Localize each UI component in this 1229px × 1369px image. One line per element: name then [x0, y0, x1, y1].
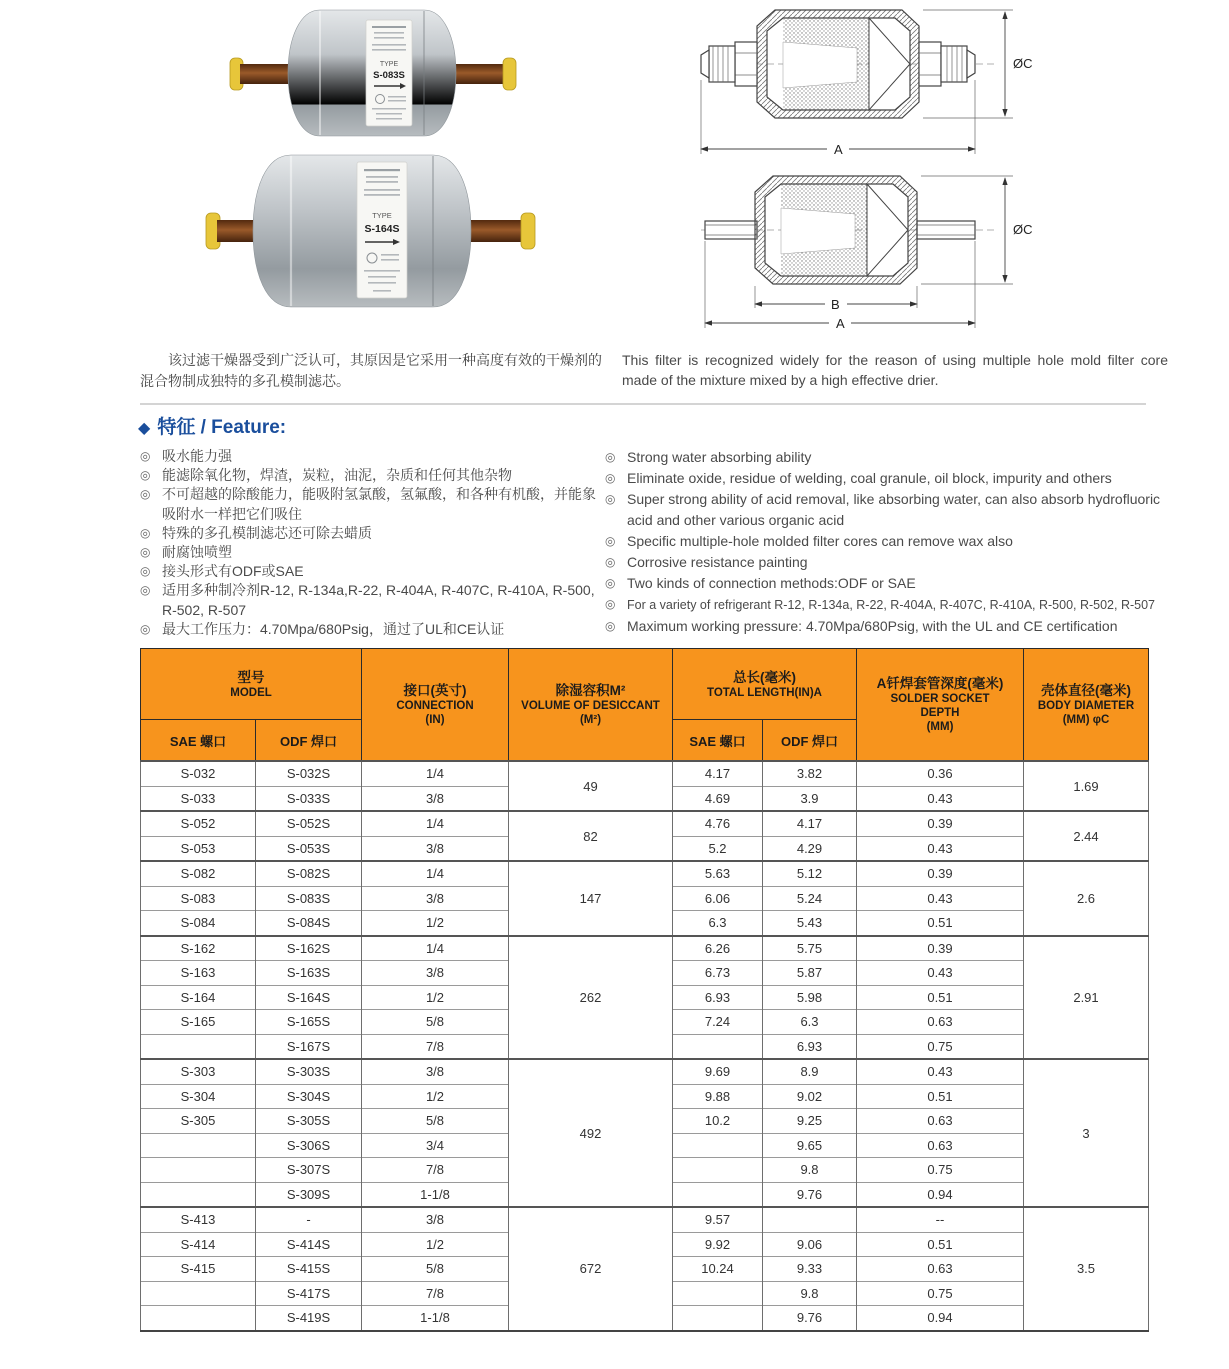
header-model [141, 649, 362, 720]
feature-item [605, 594, 1180, 616]
model-sae-cell [141, 1306, 256, 1331]
header-volume-cn: 除湿容积M² [555, 683, 626, 698]
model-sae-cell: S-163 [141, 961, 256, 986]
depth-cell: 0.43 [857, 786, 1024, 811]
feature-list-cn [140, 447, 605, 639]
header-length [673, 649, 857, 720]
depth-cell: 0.43 [857, 836, 1024, 861]
connection-cell: 1/4 [362, 936, 509, 961]
diamond-icon: ◆ [138, 420, 151, 437]
model-sae-cell: S-414 [141, 1232, 256, 1257]
model-odf-cell: S-163S [256, 961, 362, 986]
header-connection-cn: 接口(英寸) [403, 683, 467, 698]
length-sae-cell: 5.63 [673, 861, 763, 886]
model-sae-cell: S-164 [141, 985, 256, 1010]
bullet-icon: ◎ [140, 583, 151, 598]
feature-item [140, 485, 605, 523]
label-type-text: TYPE [379, 61, 399, 68]
header-depth-cn: A钎焊套管深度(毫米) [876, 676, 1004, 691]
model-odf-cell: S-084S [256, 911, 362, 936]
connection-cell: 7/8 [362, 1034, 509, 1059]
header-length-en: TOTAL LENGTH(IN)A [707, 686, 822, 699]
volume-cell: 262 [509, 936, 673, 1060]
length-odf-cell: 9.25 [763, 1109, 857, 1134]
depth-cell: 0.36 [857, 761, 1024, 786]
length-odf-cell: 5.75 [763, 936, 857, 961]
model-odf-cell: S-419S [256, 1306, 362, 1331]
length-odf-cell: 6.3 [763, 1010, 857, 1035]
length-odf-cell: 9.33 [763, 1257, 857, 1282]
model-odf-cell: S-303S [256, 1059, 362, 1084]
diameter-cell: 2.91 [1024, 936, 1149, 1060]
connection-cell: 3/8 [362, 886, 509, 911]
length-sae-cell: 9.57 [673, 1207, 763, 1232]
connection-cell: 3/8 [362, 961, 509, 986]
core-cavity [781, 208, 855, 254]
length-odf-cell: 5.12 [763, 861, 857, 886]
model-odf-cell: S-309S [256, 1182, 362, 1207]
model-odf-cell: S-417S [256, 1281, 362, 1306]
header-model-cn: 型号 [237, 669, 265, 685]
subheader-length-sae: SAE 螺口 [673, 720, 763, 762]
length-odf-cell: 3.82 [763, 761, 857, 786]
length-sae-cell: 9.69 [673, 1059, 763, 1084]
flare-nut [735, 42, 757, 86]
depth-cell: 0.94 [857, 1182, 1024, 1207]
length-sae-cell: 6.93 [673, 985, 763, 1010]
model-odf-cell: S-032S [256, 761, 362, 786]
depth-cell: 0.51 [857, 1084, 1024, 1109]
length-sae-cell: 5.2 [673, 836, 763, 861]
model-odf-cell: S-053S [256, 836, 362, 861]
header-connection-en: CONNECTION [396, 700, 474, 712]
length-odf-cell [763, 1207, 857, 1232]
depth-cell: 0.75 [857, 1158, 1024, 1183]
connection-cell: 3/4 [362, 1133, 509, 1158]
copper-tube [456, 64, 506, 84]
header-volume-en: VOLUME OF DESICCANT [521, 700, 660, 712]
length-sae-cell: 7.24 [673, 1010, 763, 1035]
feature-text: 不可超越的除酸能力，能吸附氢氯酸，氢氟酸，和各种有机酸，并能象吸附水一样把它们吸住 [162, 486, 596, 522]
model-odf-cell: S-305S [256, 1109, 362, 1134]
model-odf-cell: S-306S [256, 1133, 362, 1158]
depth-cell: 0.75 [857, 1034, 1024, 1059]
feature-item [140, 543, 605, 562]
model-sae-cell: S-033 [141, 786, 256, 811]
feature-title-text: 特征 / Feature: [157, 417, 287, 438]
copper-tube [240, 64, 290, 84]
length-sae-cell: 4.76 [673, 811, 763, 836]
label-model-text: S-164S [364, 223, 400, 235]
feature-text: Eliminate oxide, residue of welding, coal granule, oil block, impurity and others [627, 470, 1112, 486]
length-odf-cell: 8.9 [763, 1059, 857, 1084]
model-odf-cell: S-162S [256, 936, 362, 961]
feature-list-en [605, 447, 1180, 637]
model-sae-cell [141, 1281, 256, 1306]
bullet-icon: ◎ [140, 564, 151, 579]
model-odf-cell: - [256, 1207, 362, 1232]
header-length-cn: 总长(毫米) [733, 669, 796, 685]
connection-cell: 1/2 [362, 911, 509, 936]
bullet-icon: ◎ [140, 525, 151, 540]
connection-cell: 1/4 [362, 811, 509, 836]
bullet-icon: ◎ [605, 597, 616, 611]
length-odf-cell: 9.8 [763, 1158, 857, 1183]
model-sae-cell: S-083 [141, 886, 256, 911]
length-sae-cell: 4.69 [673, 786, 763, 811]
depth-cell: 0.51 [857, 1232, 1024, 1257]
bullet-icon: ◎ [605, 619, 616, 633]
header-diameter [1024, 649, 1149, 762]
length-odf-cell: 4.17 [763, 811, 857, 836]
model-sae-cell [141, 1133, 256, 1158]
feature-item [605, 489, 1180, 531]
depth-cell: 0.39 [857, 861, 1024, 886]
diameter-cell: 2.44 [1024, 811, 1149, 861]
feature-text: Two kinds of connection methods:ODF or SAE [627, 575, 916, 591]
connection-cell: 1-1/8 [362, 1182, 509, 1207]
feature-text: Strong water absorbing ability [627, 449, 812, 465]
diameter-cell: 2.6 [1024, 861, 1149, 936]
header-volume-unit: (M²) [579, 714, 602, 726]
feature-section-title [138, 412, 286, 439]
volume-cell: 49 [509, 761, 673, 811]
flare-nut [919, 42, 941, 86]
model-sae-cell [141, 1182, 256, 1207]
length-odf-cell: 4.29 [763, 836, 857, 861]
model-sae-cell [141, 1158, 256, 1183]
model-sae-cell: S-305 [141, 1109, 256, 1134]
depth-cell: 0.63 [857, 1133, 1024, 1158]
model-odf-cell: S-052S [256, 811, 362, 836]
model-sae-cell: S-082 [141, 861, 256, 886]
bullet-icon: ◎ [140, 487, 151, 502]
length-odf-cell: 9.06 [763, 1232, 857, 1257]
volume-cell: 147 [509, 861, 673, 936]
model-odf-cell: S-414S [256, 1232, 362, 1257]
feature-text: Specific multiple-hole molded filter cores can remove wax also [627, 533, 1013, 549]
label-model-text: S-083S [373, 70, 405, 81]
feature-text: Super strong ability of acid removal, like absorbing water, can also absorb hydrofluoric acid and other various organic acid [627, 491, 1161, 528]
model-sae-cell: S-052 [141, 811, 256, 836]
depth-cell: 0.39 [857, 811, 1024, 836]
model-odf-cell: S-033S [256, 786, 362, 811]
bullet-icon: ◎ [605, 492, 616, 506]
diameter-cell: 1.69 [1024, 761, 1149, 811]
product-photo-small [228, 6, 518, 151]
model-odf-cell: S-307S [256, 1158, 362, 1183]
bullet-icon: ◎ [605, 471, 616, 485]
connection-cell: 1/2 [362, 985, 509, 1010]
dim-label-total: A [834, 142, 843, 157]
feature-item [605, 616, 1180, 637]
feature-item [605, 447, 1180, 468]
intro-paragraph-cn: 该过滤干燥器受到广泛认可，其原因是它采用一种高度有效的干燥剂的混合物制成独特的多孔模制滤芯。 [140, 352, 602, 389]
volume-cell: 672 [509, 1207, 673, 1331]
connection-cell: 1/4 [362, 761, 509, 786]
model-sae-cell: S-032 [141, 761, 256, 786]
dim-label-total: A [836, 316, 845, 331]
feature-text: 特殊的多孔模制滤芯还可除去蜡质 [162, 524, 372, 541]
model-odf-cell: S-082S [256, 861, 362, 886]
feature-item [140, 620, 605, 639]
screen-cone [869, 18, 910, 110]
length-sae-cell: 10.24 [673, 1257, 763, 1282]
bullet-icon: ◎ [140, 449, 151, 463]
header-depth-unit: (MM) [926, 721, 954, 733]
feature-item [605, 573, 1180, 594]
connection-cell: 1/2 [362, 1232, 509, 1257]
depth-cell: 0.51 [857, 985, 1024, 1010]
table-row [141, 861, 1149, 886]
length-sae-cell: 4.17 [673, 761, 763, 786]
length-odf-cell: 5.24 [763, 886, 857, 911]
header-diameter-en: BODY DIAMETER [1037, 700, 1135, 712]
length-sae-cell: 9.92 [673, 1232, 763, 1257]
bullet-icon: ◎ [140, 545, 151, 560]
length-sae-cell [673, 1182, 763, 1207]
model-odf-cell: S-304S [256, 1084, 362, 1109]
connection-cell: 3/8 [362, 1207, 509, 1232]
table-row [141, 1059, 1149, 1084]
bullet-icon: ◎ [605, 450, 616, 464]
model-odf-cell: S-415S [256, 1257, 362, 1282]
connection-cell: 1/4 [362, 861, 509, 886]
bullet-icon: ◎ [605, 534, 616, 548]
model-sae-cell: S-165 [141, 1010, 256, 1035]
section-divider [140, 403, 1146, 405]
model-sae-cell: S-303 [141, 1059, 256, 1084]
header-diameter-unit: (MM) φC [1062, 714, 1110, 726]
depth-cell: 0.43 [857, 1059, 1024, 1084]
volume-cell: 82 [509, 811, 673, 861]
length-sae-cell: 6.26 [673, 936, 763, 961]
length-odf-cell: 9.02 [763, 1084, 857, 1109]
feature-item [140, 524, 605, 543]
connection-cell: 3/8 [362, 786, 509, 811]
flare-tip [701, 50, 709, 78]
depth-cell: 0.63 [857, 1109, 1024, 1134]
model-odf-cell: S-167S [256, 1034, 362, 1059]
model-odf-cell: S-083S [256, 886, 362, 911]
bullet-icon: ◎ [605, 576, 616, 590]
core-cavity [783, 42, 857, 88]
depth-cell: 0.94 [857, 1306, 1024, 1331]
feature-item [605, 468, 1180, 489]
model-sae-cell: S-162 [141, 936, 256, 961]
length-sae-cell: 6.73 [673, 961, 763, 986]
dim-label-body: B [831, 297, 840, 312]
length-odf-cell: 5.98 [763, 985, 857, 1010]
model-sae-cell: S-053 [141, 836, 256, 861]
length-odf-cell: 6.93 [763, 1034, 857, 1059]
header-volume [509, 649, 673, 762]
volume-cell: 492 [509, 1059, 673, 1207]
length-odf-cell: 9.8 [763, 1281, 857, 1306]
length-sae-cell: 9.88 [673, 1084, 763, 1109]
connection-cell: 5/8 [362, 1109, 509, 1134]
feature-item [140, 447, 605, 466]
table-row [141, 761, 1149, 786]
table-row [141, 811, 1149, 836]
feature-item [140, 581, 605, 619]
length-odf-cell: 9.76 [763, 1306, 857, 1331]
copper-tube [467, 220, 523, 242]
threaded-stub [941, 46, 967, 82]
product-photo-large [205, 152, 540, 314]
dim-label-diameter: ØC [1013, 222, 1033, 237]
label-type-text: TYPE [372, 211, 392, 220]
intro-paragraph-en: This filter is recognized widely for the reason of using multiple hole mold filter core made of the mixture mixed by a high effective drier. [622, 352, 1168, 388]
depth-cell: 0.63 [857, 1010, 1024, 1035]
feature-text: Maximum working pressure: 4.70Mpa/680Psig, with the UL and CE certification [627, 618, 1118, 634]
connection-cell: 3/8 [362, 1059, 509, 1084]
spec-table-body [141, 761, 1149, 1331]
bullet-icon: ◎ [140, 468, 151, 483]
depth-cell: 0.51 [857, 911, 1024, 936]
feature-item [140, 562, 605, 581]
connection-cell: 1-1/8 [362, 1306, 509, 1331]
header-depth [857, 649, 1024, 762]
length-odf-cell: 5.43 [763, 911, 857, 936]
header-model-en: MODEL [230, 686, 272, 699]
length-odf-cell: 5.87 [763, 961, 857, 986]
length-sae-cell [673, 1158, 763, 1183]
model-sae-cell [141, 1034, 256, 1059]
model-sae-cell: S-415 [141, 1257, 256, 1282]
bullet-icon: ◎ [140, 621, 151, 636]
feature-item [140, 466, 605, 485]
depth-cell: 0.63 [857, 1257, 1024, 1282]
subheader-model-sae: SAE 螺口 [141, 720, 256, 762]
length-odf-cell: 3.9 [763, 786, 857, 811]
connection-cell: 5/8 [362, 1010, 509, 1035]
header-connection [362, 649, 509, 762]
header-depth-en1: SOLDER SOCKET [890, 693, 990, 705]
length-sae-cell [673, 1306, 763, 1331]
length-sae-cell: 6.06 [673, 886, 763, 911]
connection-cell: 7/8 [362, 1158, 509, 1183]
length-sae-cell: 6.3 [673, 911, 763, 936]
table-row [141, 936, 1149, 961]
length-odf-cell: 9.65 [763, 1133, 857, 1158]
connection-cell: 3/8 [362, 836, 509, 861]
header-connection-unit: (IN) [425, 714, 445, 726]
bullet-icon: ◎ [605, 555, 616, 569]
feature-text: Corrosive resistance painting [627, 554, 808, 570]
diameter-cell: 3.5 [1024, 1207, 1149, 1331]
feature-item [605, 552, 1180, 573]
diameter-cell: 3 [1024, 1059, 1149, 1207]
feature-text: For a variety of refrigerant R-12, R-134a, R-22, R-404A, R-407C, R-410A, R-500, R-502, R-507 [627, 598, 1156, 612]
drawing-odf-type [697, 168, 1042, 343]
header-diameter-cn: 壳体直径(毫米) [1041, 683, 1131, 698]
yellow-cap [503, 58, 516, 90]
depth-cell: 0.75 [857, 1281, 1024, 1306]
subheader-length-odf: ODF 焊口 [763, 720, 857, 762]
model-sae-cell: S-413 [141, 1207, 256, 1232]
drawing-sae-type [697, 4, 1042, 164]
connection-cell: 1/2 [362, 1084, 509, 1109]
feature-text: 耐腐蚀喷塑 [162, 544, 232, 561]
length-sae-cell [673, 1034, 763, 1059]
subheader-model-odf: ODF 焊口 [256, 720, 362, 762]
length-sae-cell [673, 1133, 763, 1158]
connection-cell: 5/8 [362, 1257, 509, 1282]
screen-cone [867, 184, 908, 276]
depth-cell: 0.39 [857, 936, 1024, 961]
depth-cell: 0.43 [857, 961, 1024, 986]
spec-table [140, 648, 1149, 1332]
depth-cell: 0.43 [857, 886, 1024, 911]
feature-text: 适用多种制冷剂R-12, R-134a,R-22, R-404A, R-407C, R-410A, R-500, R-502, R-507 [162, 582, 595, 618]
header-depth-en2: DEPTH [920, 707, 960, 719]
feature-text: 吸水能力强 [162, 448, 232, 464]
solder-tube [917, 221, 975, 239]
solder-tube [705, 221, 757, 239]
dim-label-diameter: ØC [1013, 56, 1033, 71]
yellow-cap [521, 213, 535, 249]
length-sae-cell: 10.2 [673, 1109, 763, 1134]
feature-text: 接头形式有ODF或SAE [162, 563, 304, 580]
feature-text: 能滤除氧化物，焊渣，炭粒，油泥，杂质和任何其他杂物 [162, 467, 512, 484]
length-odf-cell: 9.76 [763, 1182, 857, 1207]
length-sae-cell [673, 1281, 763, 1306]
depth-cell: -- [857, 1207, 1024, 1232]
flare-tip [967, 50, 975, 78]
model-sae-cell: S-304 [141, 1084, 256, 1109]
feature-item [605, 531, 1180, 552]
model-sae-cell: S-084 [141, 911, 256, 936]
connection-cell: 7/8 [362, 1281, 509, 1306]
model-odf-cell: S-164S [256, 985, 362, 1010]
table-row [141, 1207, 1149, 1232]
model-odf-cell: S-165S [256, 1010, 362, 1035]
feature-text: 最大工作压力：4.70Mpa/680Psig，通过了UL和CE认证 [162, 620, 505, 637]
